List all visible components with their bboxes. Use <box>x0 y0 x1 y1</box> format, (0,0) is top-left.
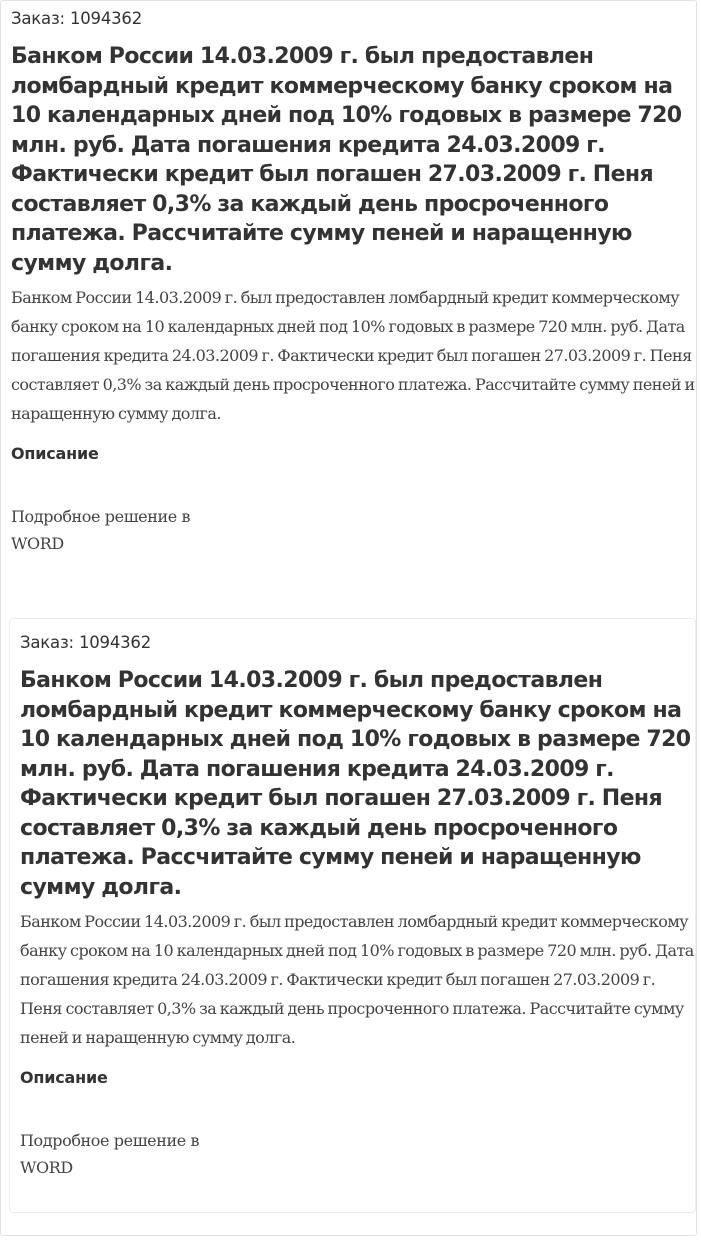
order-number: Заказ: 1094362 <box>11 9 143 28</box>
task-text: Банком России 14.03.2009 г. был предоставлен ломбардный кредит коммерческому банку сроком на 10 календарных дней под 10% годовых в размере 720 млн. руб. Дата погашения кредита 24.03.2009 г. Фактически кредит был погашен 27.03.2009 г. Пеня составляет 0,3% за каждый день просроченного платежа. Рассчитайте сумму пеней и наращенную сумму долга. <box>11 288 695 423</box>
task-title[interactable]: Банком России 14.03.2009 г. был предоставлен ломбардный кредит коммерческому банку сроком на 10 календарных дней под 10% годовых в размере 720 млн. руб. Дата погашения кредита 24.03.2009 г. Фактически кредит был погашен 27.03.2009 г. Пеня составляет 0,3% за каждый день просроченного платежа. Рассчитайте сумму пеней и наращенную сумму долга. <box>20 668 691 900</box>
order-card <box>11 9 695 557</box>
description-heading: Описание <box>11 444 99 463</box>
description-heading: Описание <box>20 1068 108 1087</box>
task-title[interactable]: Банком России 14.03.2009 г. был предоставлен ломбардный кредит коммерческому банку сроком на 10 календарных дней под 10% годовых в размере 720 млн. руб. Дата погашения кредита 24.03.2009 г. Фактически кредит был погашен 27.03.2009 г. Пеня составляет 0,3% за каждый день просроченного платежа. Рассчитайте сумму пеней и наращенную сумму долга. <box>11 44 682 276</box>
order-number: Заказ: 1094362 <box>20 633 152 652</box>
description-text: Подробное решение в WORD <box>20 1131 200 1177</box>
order-card-nested <box>9 618 696 1213</box>
description-text: Подробное решение в WORD <box>11 507 191 553</box>
task-text: Банком России 14.03.2009 г. был предоставлен ломбардный кредит коммерческому банку сроком на 10 календарных дней под 10% годовых в размере 720 млн. руб. Дата погашения кредита 24.03.2009 г. Фактически кредит был погашен 27.03.2009 г. Пеня составляет 0,3% за каждый день просроченного платежа. Рассчитайте сумму пеней и наращенную сумму долга. <box>20 912 694 1047</box>
